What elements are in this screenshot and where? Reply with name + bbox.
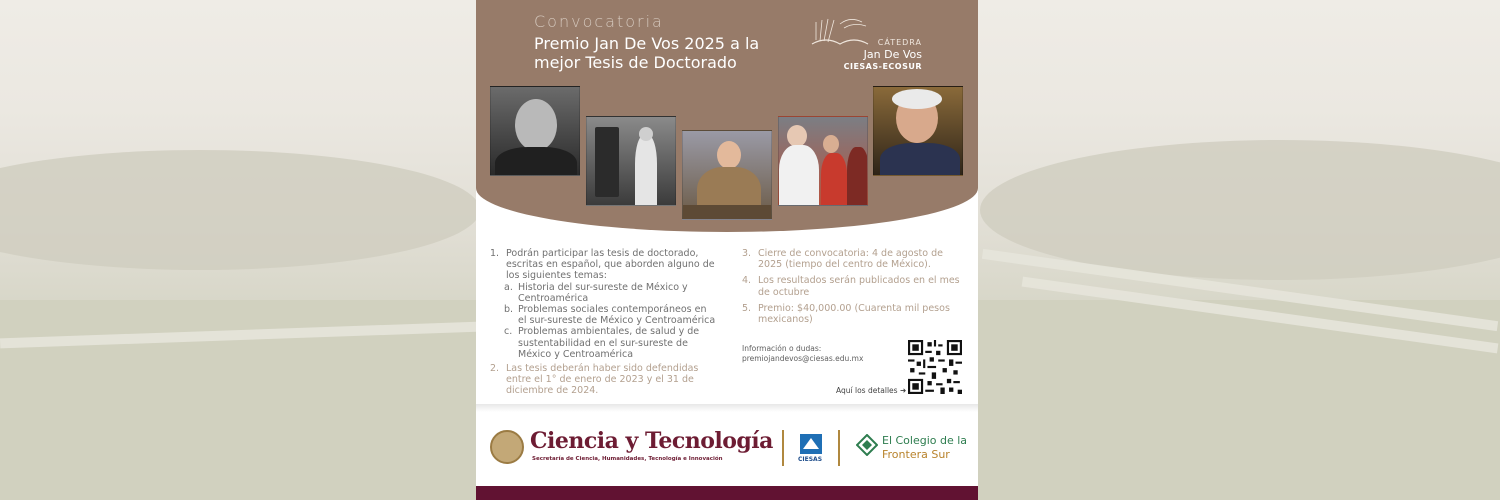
arrow-right-icon: ➜ bbox=[899, 386, 907, 395]
ecosur-name-line2: Frontera Sur bbox=[882, 448, 950, 461]
kicker-text: Convocatoria bbox=[534, 12, 664, 31]
bottom-bar bbox=[476, 486, 978, 500]
details-list bbox=[742, 248, 966, 325]
ciesas-label: CIESAS bbox=[798, 456, 823, 463]
group-photo-4 bbox=[778, 116, 868, 206]
list-item: 2. Las tesis deberán haber sido defendidas entre el 1° de enero de 2023 y el 31 de diciembre de 2024. bbox=[490, 363, 716, 397]
mexico-seal-icon bbox=[490, 430, 524, 464]
topic-item: c. Problemas ambientales, de salud y de sustentabilidad en el sur-sureste de México y Centroamérica bbox=[504, 326, 700, 360]
portrait-photo-1 bbox=[490, 86, 580, 176]
divider bbox=[838, 430, 840, 466]
catedra-label: CÁTEDRA bbox=[877, 38, 922, 47]
list-item: 4. Los resultados serán publicados en el mes de octubre bbox=[742, 275, 966, 297]
announcement-poster bbox=[476, 0, 978, 500]
list-item: 5. Premio: $40,000.00 (Cuarenta mil pesos mexicanos) bbox=[742, 303, 966, 325]
results-text: Los resultados serán publicados en el mes de octubre bbox=[758, 275, 960, 298]
list-item: 1. Podrán participar las tesis de doctorado, escritas en español, que aborden alguno de los siguientes temas: bbox=[490, 248, 715, 282]
catedra-institutions: CIESAS-ECOSUR bbox=[843, 62, 922, 71]
lecture-photo-3 bbox=[682, 130, 772, 220]
ciencia-tecnologia-subtitle: Secretaría de Ciencia, Humanidades, Tecnología e Innovación bbox=[532, 456, 723, 462]
list-item: 3. Cierre de convocatoria: 4 de agosto de 2025 (tiempo del centro de México). bbox=[742, 248, 966, 270]
contact-email-link[interactable]: premiojandevos@ciesas.edu.mx bbox=[742, 354, 864, 363]
catedra-name: Jan De Vos bbox=[863, 48, 922, 61]
book-icon bbox=[810, 14, 870, 48]
contact-label: Información o dudas: bbox=[742, 344, 822, 353]
topic-item: a. Historia del sur-sureste de México y Centroamérica bbox=[504, 281, 688, 304]
deadline-text: Cierre de convocatoria: 4 de agosto de 2025 (tiempo del centro de México). bbox=[758, 248, 943, 271]
ciencia-tecnologia-logo: Ciencia y Tecnología bbox=[530, 428, 773, 454]
details-caption: Aquí los detalles ➜ bbox=[836, 386, 907, 395]
topic-item: b. Problemas sociales contemporáneos en el sur-sureste de México y Centroamérica bbox=[504, 304, 716, 327]
poster-header bbox=[476, 0, 978, 232]
portrait-photo-5 bbox=[873, 86, 963, 176]
requirement-text: Las tesis deberán haber sido defendidas entre el 1° de enero de 2023 y el 31 de diciembre de 2024. bbox=[506, 363, 699, 397]
ecosur-name-line1: El Colegio de la bbox=[882, 434, 968, 447]
requirement-text: Podrán participar las tesis de doctorado, escritas en español, que aborden alguno de los siguientes temas: bbox=[506, 248, 715, 282]
poster-title: Premio Jan De Vos 2025 a la mejor Tesis de Doctorado bbox=[534, 34, 760, 72]
prize-text: Premio: $40,000.00 (Cuarenta mil pesos mexicanos) bbox=[758, 302, 950, 326]
requirements-list bbox=[490, 248, 716, 397]
ecosur-logo-icon bbox=[856, 434, 878, 456]
archive-photo-2 bbox=[586, 116, 676, 206]
contact-info bbox=[742, 344, 863, 364]
divider bbox=[782, 430, 784, 466]
catedra-logo bbox=[810, 14, 922, 74]
qr-code-icon[interactable] bbox=[908, 340, 962, 394]
